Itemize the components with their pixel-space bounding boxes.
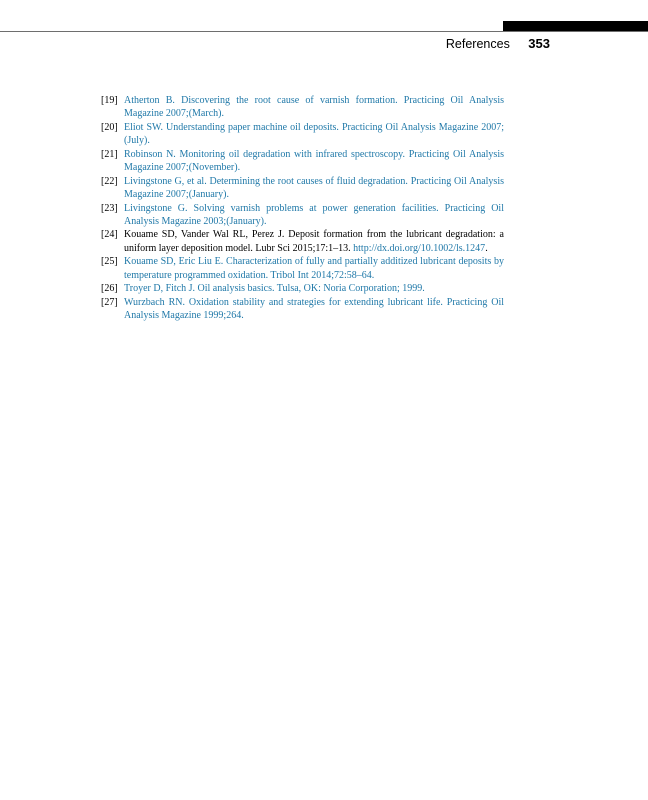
reference-citation[interactable]: Eliot SW. Understanding paper machine oil deposits. Practicing Oil Analysis Magazine 2007;(July).	[124, 121, 504, 147]
reference-number: [27]	[101, 296, 118, 308]
section-title: References	[445, 37, 510, 51]
reference-list	[101, 94, 504, 323]
reference-number: [19]	[101, 95, 118, 106]
reference-number: [25]	[101, 256, 118, 268]
reference-citation[interactable]: Robinson N. Monitoring oil degradation with infrared spectroscopy. Practicing Oil Analysis Magazine 2007;(November).	[124, 148, 504, 174]
reference-citation[interactable]: Livingstone G. Solving varnish problems at power generation facilities. Practicing Oil Analysis Magazine 2003;(January).	[124, 202, 504, 227]
reference-citation[interactable]: Wurzbach RN. Oxidation stability and strategies for extending lubricant life. Practicing Oil Analysis Magazine 1999;264.	[124, 296, 504, 322]
reference-citation: Kouame SD, Vander Wal RL, Perez J. Deposit formation from the lubricant degradation: a uniform layer deposition model. Lubr Sci 2015;17:1–13.	[124, 229, 504, 254]
reference-item-27	[101, 296, 504, 323]
reference-citation[interactable]: Kouame SD, Eric Liu E. Characterization of fully and partially additized lubricant deposits by temperature programmed oxidation. Tribol Int 2014;72:58–64.	[124, 256, 504, 281]
reference-item-26	[101, 282, 504, 295]
reference-citation[interactable]: Livingstone G, et al. Determining the root causes of fluid degradation. Practicing Oil Analysis Magazine 2007;(January).	[124, 175, 504, 200]
reference-number: [23]	[101, 202, 118, 214]
reference-item-20	[101, 121, 504, 148]
reference-item-21	[101, 148, 504, 175]
reference-number: [24]	[101, 229, 118, 241]
reference-citation[interactable]: Troyer D, Fitch J. Oil analysis basics. Tulsa, OK: Noria Corporation; 1999.	[124, 283, 425, 295]
doi-link[interactable]: http://dx.doi.org/10.1002/ls.1247	[353, 242, 486, 254]
reference-number: [21]	[101, 148, 118, 160]
reference-item-24	[101, 228, 504, 255]
reference-item-22	[101, 175, 504, 202]
reference-citation[interactable]: Atherton B. Discovering the root cause of varnish formation. Practicing Oil Analysis Magazine 2007;(March).	[124, 95, 504, 120]
reference-number: [26]	[101, 283, 118, 295]
reference-number: [20]	[101, 121, 118, 133]
header-accent-bar	[503, 21, 648, 31]
running-header	[380, 35, 550, 53]
header-rule	[0, 31, 648, 32]
reference-number: [22]	[101, 175, 118, 187]
page-number: 353	[528, 36, 550, 51]
reference-item-19	[101, 94, 504, 121]
reference-item-23	[101, 202, 504, 229]
reference-item-25	[101, 255, 504, 282]
reference-citation-end: .	[485, 242, 488, 254]
